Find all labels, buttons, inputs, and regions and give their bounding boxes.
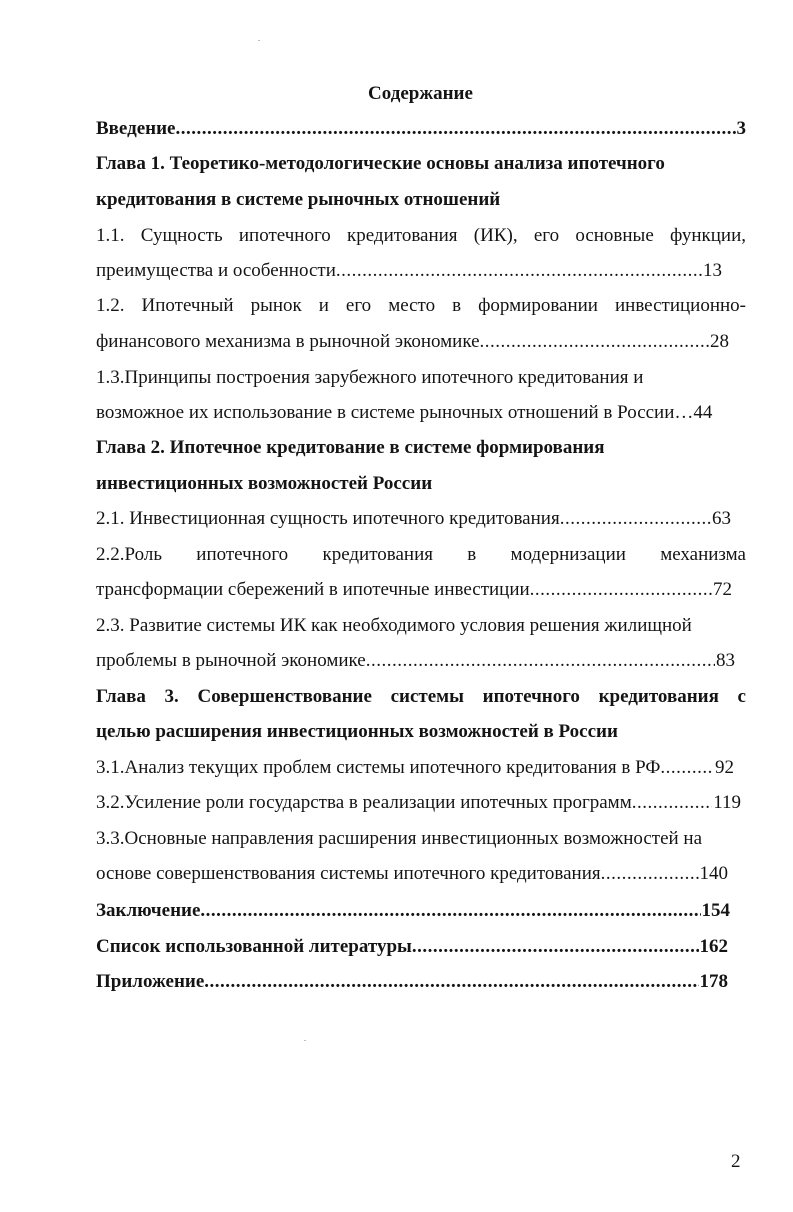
toc-entry-2-3-cont bbox=[96, 649, 735, 673]
toc-page-number: 140 bbox=[699, 863, 728, 884]
toc-page-number: 119 bbox=[713, 792, 741, 813]
page-title: Содержание bbox=[368, 83, 473, 104]
toc-label: основе совершенствования системы ипотечного кредитования bbox=[96, 863, 601, 884]
toc-leader bbox=[366, 649, 715, 673]
toc-label: Введение bbox=[96, 118, 176, 139]
toc-entry-2-2-cont bbox=[96, 578, 732, 602]
toc-entry-bibliography bbox=[96, 935, 728, 959]
toc-entry-1-1-cont bbox=[96, 259, 722, 283]
toc-leader bbox=[176, 117, 736, 141]
toc-leader bbox=[560, 507, 711, 531]
toc-label: Список использованной литературы bbox=[96, 936, 412, 957]
toc-entry-2-1 bbox=[96, 507, 731, 531]
toc-entry-3-3: 3.3.Основные направления расширения инвестиционных возможностей на bbox=[96, 828, 703, 849]
toc-leader bbox=[336, 259, 702, 283]
toc-page-number: 178 bbox=[699, 971, 728, 992]
toc-page-number: 63 bbox=[712, 508, 731, 529]
toc-label: трансформации сбережений в ипотечные инвестиции bbox=[96, 579, 530, 600]
toc-leader bbox=[200, 899, 700, 923]
toc-entry-2-3: 2.3. Развитие системы ИК как необходимого условия решения жилищной bbox=[96, 615, 692, 636]
toc-page-number: 3 bbox=[736, 118, 746, 139]
toc-page-number: 83 bbox=[716, 650, 735, 671]
chapter-2-heading: Глава 2. Ипотечное кредитование в системе формирования bbox=[96, 437, 605, 458]
toc-entry-1-1: 1.1. Сущность ипотечного кредитования (ИК), его основные функции, bbox=[96, 225, 746, 246]
chapter-3-heading: Глава 3. Совершенствование системы ипотечного кредитования с bbox=[96, 686, 746, 707]
toc-label: финансового механизма в рыночной экономике bbox=[96, 331, 480, 352]
toc-entry-introduction bbox=[96, 117, 746, 141]
toc-label: Заключение bbox=[96, 900, 201, 921]
toc-page-number: 92 bbox=[715, 757, 734, 778]
toc-leader bbox=[412, 935, 699, 959]
toc-label: 3.2.Усиление роли государства в реализации ипотечных программ bbox=[96, 792, 632, 813]
toc-leader bbox=[601, 862, 699, 886]
toc-label: 3.1.Анализ текущих проблем системы ипотечного кредитования в РФ bbox=[96, 757, 661, 778]
toc-entry-1-3: 1.3.Принципы построения зарубежного ипотечного кредитования и bbox=[96, 367, 644, 388]
chapter-3-heading-cont: целью расширения инвестиционных возможностей в России bbox=[96, 721, 618, 742]
toc-label: преимущества и особенности bbox=[96, 260, 336, 281]
toc-leader bbox=[530, 578, 712, 602]
page-number: 2 bbox=[731, 1151, 741, 1172]
toc-leader bbox=[632, 791, 712, 815]
toc-page-number: 28 bbox=[710, 331, 729, 352]
toc-page-number: 13 bbox=[703, 260, 722, 281]
toc-page-number: 72 bbox=[713, 579, 732, 600]
toc-entry-1-2-cont bbox=[96, 330, 729, 354]
toc-label: Приложение bbox=[96, 971, 205, 992]
chapter-1-heading: Глава 1. Теоретико-методологические основы анализа ипотечного bbox=[96, 153, 665, 174]
toc-label: проблемы в рыночной экономике bbox=[96, 650, 366, 671]
toc-entry-appendix bbox=[96, 970, 728, 994]
toc-entry-2-2: 2.2.Роль ипотечного кредитования в модернизации механизма bbox=[96, 544, 746, 565]
toc-label: 2.1. Инвестиционная сущность ипотечного кредитования bbox=[96, 508, 560, 529]
toc-entry-3-2 bbox=[96, 791, 741, 815]
toc-page-number: 162 bbox=[699, 936, 728, 957]
toc-entry-1-3-cont: возможное их использование в системе рыночных отношений в России…44 bbox=[96, 402, 713, 423]
toc-entry-1-2: 1.2. Ипотечный рынок и его место в формировании инвестиционно- bbox=[96, 295, 746, 316]
scan-speck bbox=[258, 40, 260, 41]
toc-page-number: 154 bbox=[701, 900, 730, 921]
toc-entry-3-1 bbox=[96, 756, 734, 780]
toc-leader bbox=[480, 330, 709, 354]
chapter-1-heading-cont: кредитования в системе рыночных отношений bbox=[96, 189, 501, 210]
toc-entry-3-3-cont bbox=[96, 862, 728, 886]
toc-leader bbox=[204, 970, 698, 994]
toc-leader bbox=[660, 756, 714, 780]
toc-entry-conclusion bbox=[96, 899, 730, 923]
chapter-2-heading-cont: инвестиционных возможностей России bbox=[96, 473, 433, 494]
scan-speck bbox=[304, 1040, 306, 1041]
